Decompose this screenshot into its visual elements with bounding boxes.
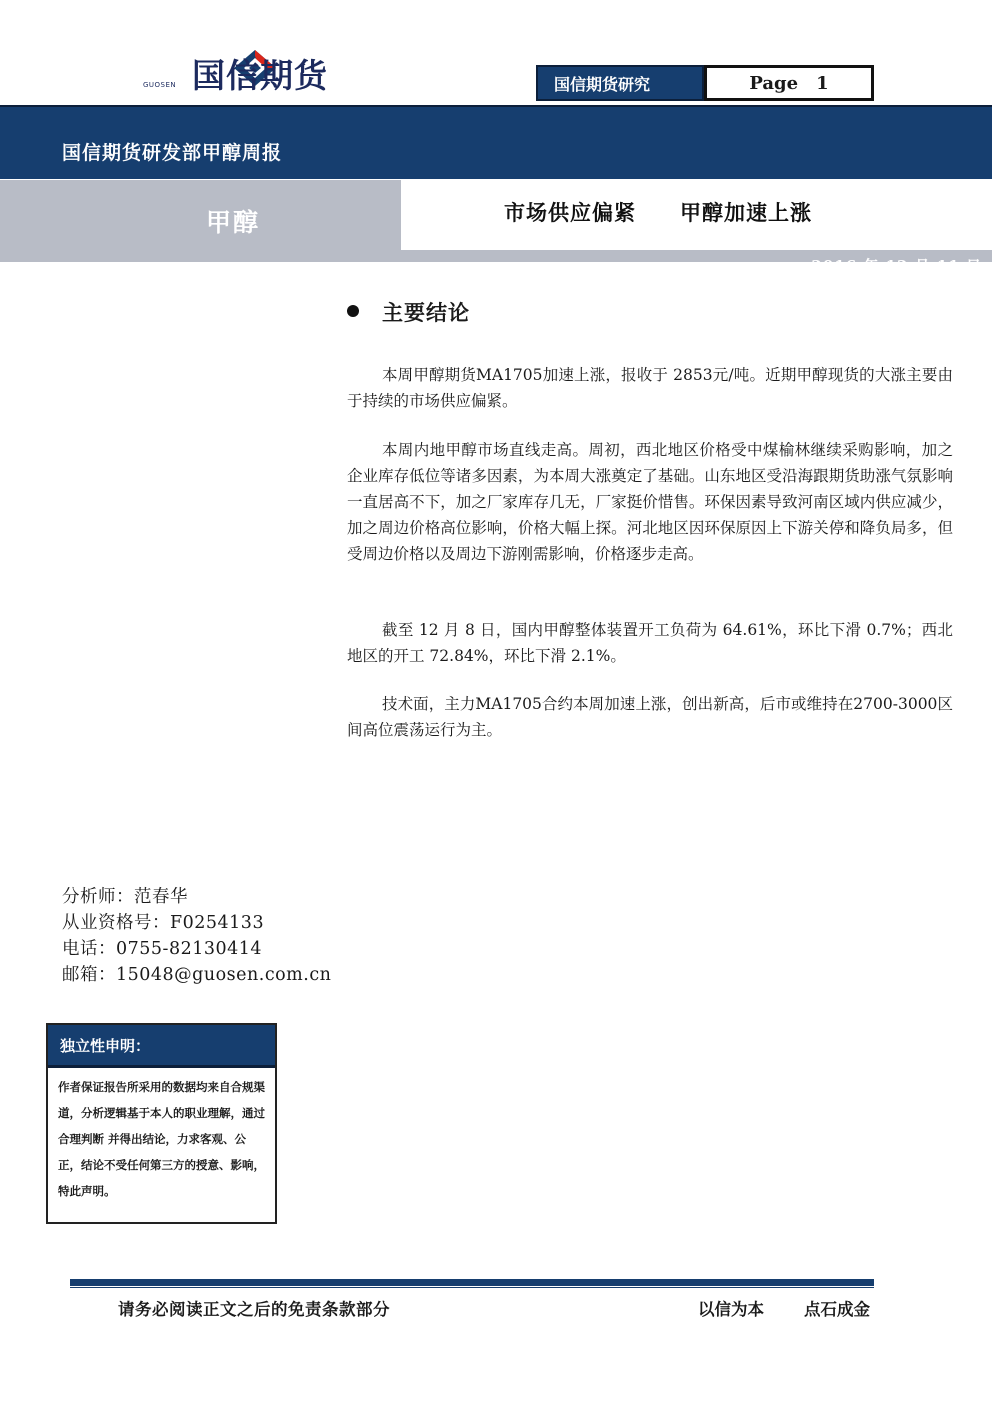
independence-statement-body: 作者保证报告所采用的数据均来自合规渠道，分析逻辑基于本人的职业理解，通过合理判断 并得出结论，力求客观、公正，结论不受任何第三方的授意、影响，特此声明。 (58, 1080, 265, 1198)
conclusion-paragraph: 本周内地甲醇市场直线走高。周初，西北地区价格受中煤榆林继续采购影响，加之企业库存低位等诸多因素，为本周大涨奠定了基础。山东地区受沿海跟期货助涨气氛影响一直居高不下，加之厂家库存几无，厂家挺价惜售。环保因素导致河南区域内供应减少，加之周边价格高位影响，价格大幅上探。河北地区因环保原因上下游关停和降负局多，但受周边价格以及周边下游刚需影响，价格逐步走高。 (347, 441, 953, 563)
footer-notice: 请务必阅读正文之后的免责条款部分 (118, 1300, 390, 1319)
conclusion-paragraph: 截至 12 月 8 日，国内甲醇整体装置开工负荷为 64.61%，环比下滑 0.7%；西北地区的开工 72.84%，环比下滑 2.1%。 (347, 621, 953, 665)
product-name: 甲醇 (206, 208, 261, 237)
research-label-text: 国信期货研究 (554, 74, 651, 94)
headline-primary: 市场供应偏紧 (504, 200, 636, 225)
conclusion-paragraph: 本周甲醇期货MA1705加速上涨，报收于 2853元/吨。近期甲醇现货的大涨主要由于持续的市场供应偏紧。 (347, 366, 953, 410)
independence-statement-title: 独立性申明： (48, 1025, 275, 1065)
footer-rule (70, 1279, 874, 1286)
research-label (536, 65, 704, 101)
page-indicator (704, 65, 874, 101)
footer-motto: 点石成金 (804, 1300, 870, 1319)
analyst-email: 邮箱：15048@guosen.com.cn (62, 965, 332, 985)
report-date: 2016 年 12 月 11 日 (811, 257, 982, 275)
company-name-en: GUOSEN (143, 81, 177, 89)
headline-secondary: 甲醇加速上涨 (680, 200, 812, 225)
company-name: 国信期货 (192, 56, 328, 95)
footer-rule-thin (70, 1287, 874, 1288)
divider (48, 1065, 275, 1068)
analyst-certificate: 从业资格号：F0254133 (62, 913, 265, 933)
analyst-phone: 电话：0755-82130414 (62, 939, 263, 959)
analyst-name: 分析师：范春华 (62, 887, 188, 907)
report-title: 国信期货研发部甲醇周报 (62, 142, 283, 164)
footer-motto: 以信为本 (698, 1300, 764, 1319)
page-number: 1 (816, 72, 829, 94)
conclusion-paragraph: 技术面，主力MA1705合约本周加速上涨，创出新高，后市或维持在2700-3000区间高位震荡运行为主。 (347, 695, 953, 739)
page-label: Page (749, 72, 799, 94)
bullet-icon (347, 305, 359, 317)
section-title: 主要结论 (382, 300, 470, 325)
